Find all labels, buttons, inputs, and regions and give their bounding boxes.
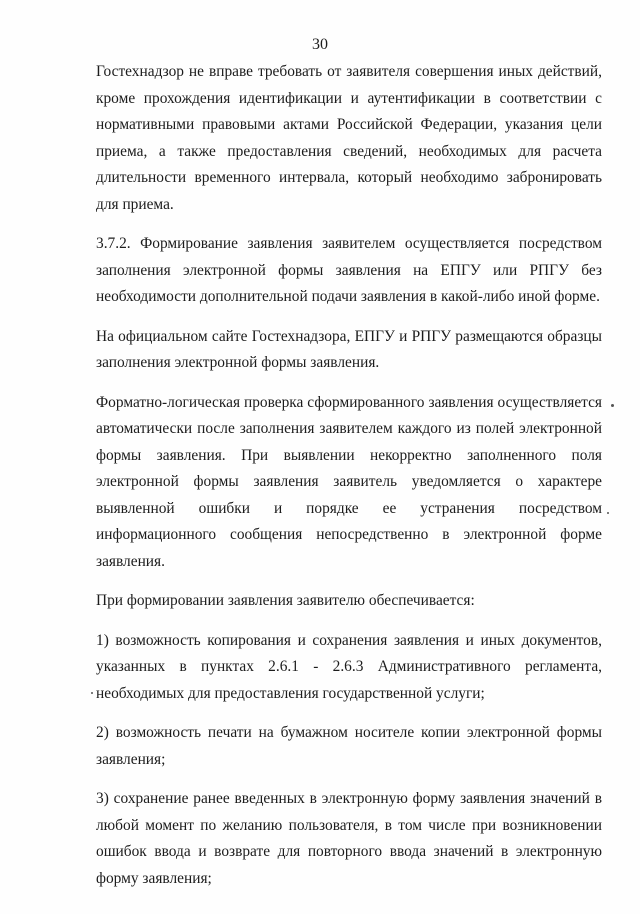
paragraph-format-logic-check: Форматно-логическая проверка сформированного заявления осуществляется автоматически после заполнения заявителем каждого из полей электронной формы заявления. При выявлении некорректно заполненного поля электронной формы заявления заявитель уведомляется о характере выявленной ошибки и порядке ее устранения посредством информационного сообщения непосредственно в электронной форме заявления. (96, 393, 602, 570)
paragraph-sample-forms: На официальном сайте Гостехнадзора, ЕПГУ и РПГУ размещаются образцы заполнения электронной формы заявления. (96, 327, 602, 371)
list-item-1: 1) возможность копирования и сохранения заявления и иных документов, указанных в пунктах 2.6.1 - 2.6.3 Административного регламента, необходимых для предоставления государственной услуги; (96, 631, 602, 702)
list-item-2: 2) возможность печати на бумажном носителе копии электронной формы заявления; (96, 724, 602, 768)
page-number: 30 (312, 36, 328, 53)
scan-speck (611, 404, 614, 407)
scan-speck (91, 692, 93, 694)
paragraph-gostekhnadzor-restrictions: Гостехнадзор не вправе требовать от заявителя совершения иных действий, кроме прохождения идентификации и аутентификации в соответствии с нормативными правовыми актами Российской Федерации, указания цели приема, а также предоставления сведений, необходимых для расчета длительности временного интервала, который необходимо забронировать для приема. (96, 63, 602, 213)
paragraph-3-7-2: 3.7.2. Формирование заявления заявителем осуществляется посредством заполнения электронной формы заявления на ЕПГУ или РПГУ без необходимости дополнительной подачи заявления в какой-либо иной форме. (96, 235, 602, 305)
document-body (96, 59, 602, 892)
scan-speck (607, 512, 609, 514)
list-item-3: 3) сохранение ранее введенных в электронную форму заявления значений в любой момент по желанию пользователя, в том числе при возникновении ошибок ввода и возврате для повторного ввода значений в электронную форму заявления; (96, 790, 602, 887)
paragraph-provided-features-intro: При формировании заявления заявителю обеспечивается: (96, 592, 475, 609)
